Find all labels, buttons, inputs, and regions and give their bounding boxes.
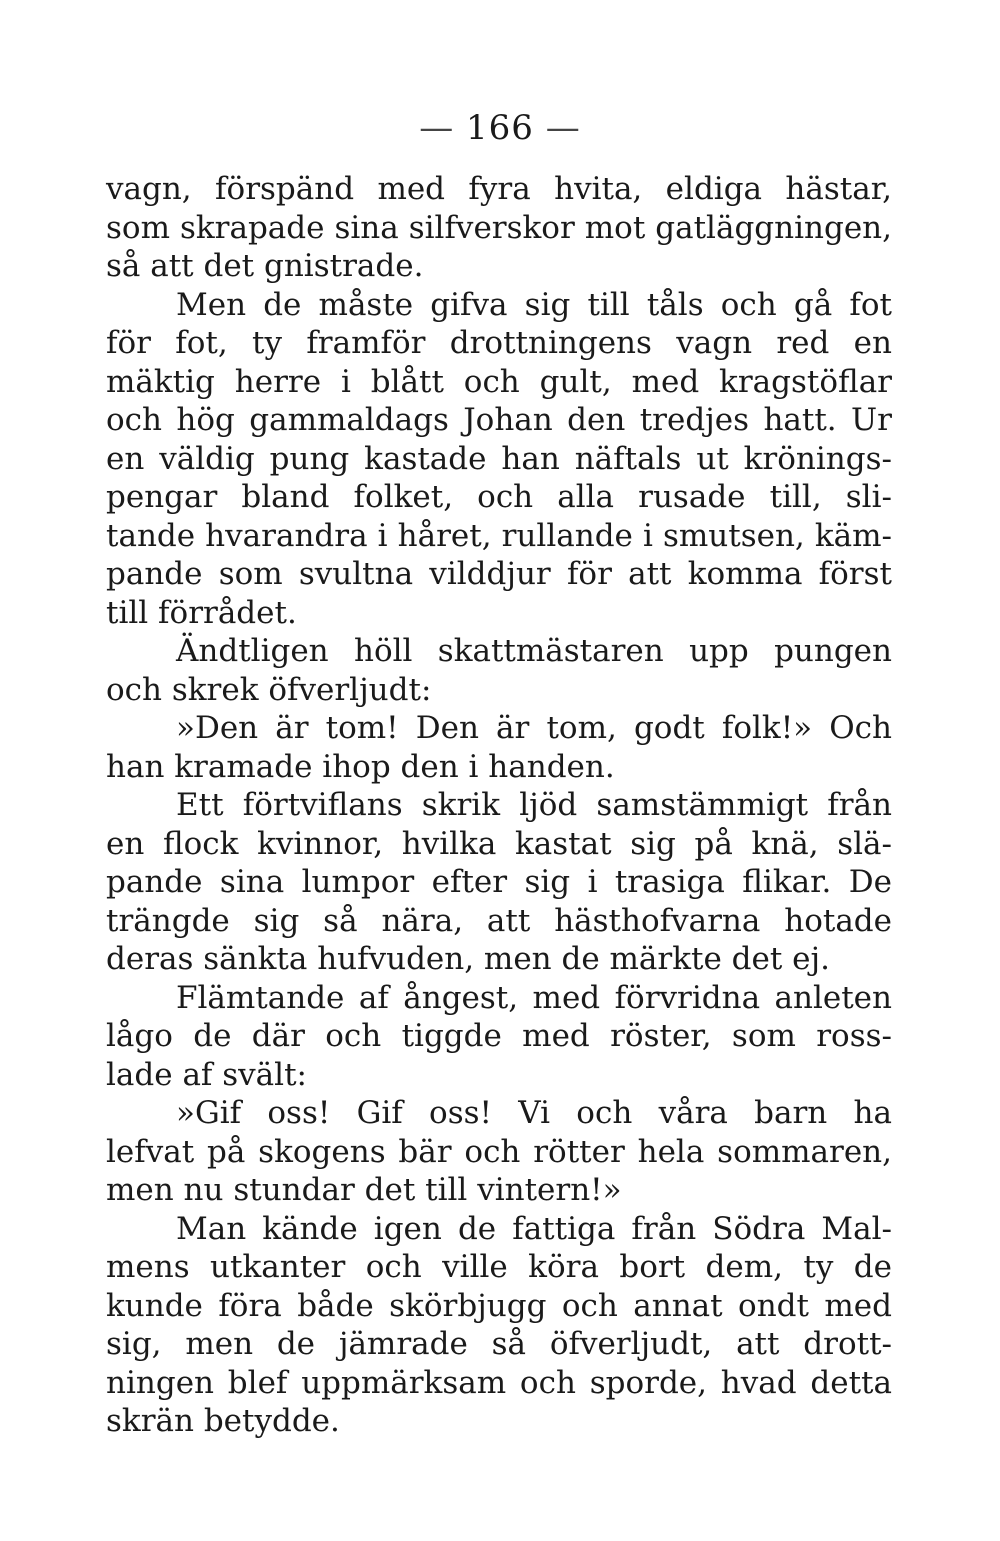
page-number: 166 <box>466 108 534 148</box>
text-line: »Den är tom! Den är tom, godt folk!» Och <box>176 710 892 746</box>
text-line: som skrapade sina silfverskor mot gatläggningen, <box>106 209 892 246</box>
text-line: Flämtande af ångest, med förvridna anleten <box>176 979 892 1016</box>
text-line: skrän betydde. <box>106 1403 340 1439</box>
text-line: pande som svultna vilddjur för att komma först <box>106 556 892 592</box>
text-line: lågo de där och tiggde med röster, som ross- <box>106 1018 892 1054</box>
text-line: ningen blef uppmärksam och sporde, hvad detta <box>106 1364 892 1401</box>
text-line: en väldig pung kastade han näftals ut krönings- <box>106 440 892 477</box>
text-line: Man kände igen de fattiga från Södra Mal- <box>176 1210 892 1247</box>
text-line: tande hvarandra i håret, rullande i smutsen, käm- <box>106 517 892 554</box>
text-line: Ett förtviflans skrik ljöd samstämmigt från <box>176 787 892 823</box>
header-dash-right: — <box>545 108 581 148</box>
page-body-text <box>106 170 892 1441</box>
text-line: trängde sig så nära, att hästhofvarna hotade <box>106 902 892 939</box>
text-line: så att det gnistrade. <box>106 248 424 284</box>
text-line: vagn, förspänd med fyra hvita, eldiga hästar, <box>106 171 892 207</box>
text-line: Ändtligen höll skattmästaren upp pungen <box>176 633 892 669</box>
text-line: en flock kvinnor, hvilka kastat sig på knä, slä- <box>106 825 892 862</box>
text-line: mäktig herre i blått och gult, med kragstöflar <box>106 363 892 400</box>
text-line: och hög gammaldags Johan den tredjes hatt. Ur <box>106 402 892 438</box>
text-line: pengar bland folket, och alla rusade till, sli- <box>106 479 892 515</box>
text-line: lade af svält: <box>106 1056 307 1093</box>
text-line: till förrådet. <box>106 594 297 631</box>
text-line: och skrek öfverljudt: <box>106 671 432 708</box>
text-line: för fot, ty framför drottningens vagn red en <box>106 325 892 361</box>
text-line: kunde föra både skörbjugg och annat ondt med <box>106 1287 892 1324</box>
text-line: pande sina lumpor efter sig i trasiga flikar. De <box>106 864 892 900</box>
text-line: han kramade ihop den i handen. <box>106 748 615 785</box>
text-line: »Gif oss! Gif oss! Vi och våra barn ha <box>176 1095 892 1131</box>
text-line: lefvat på skogens bär och rötter hela sommaren, <box>106 1133 892 1170</box>
header-dash-left: — <box>419 108 455 148</box>
page-header <box>0 108 1000 148</box>
text-line: mens utkanter och ville köra bort dem, ty de <box>106 1249 892 1285</box>
text-line: Men de måste gifva sig till tåls och gå fot <box>176 286 892 323</box>
text-line: deras sänkta hufvuden, men de märkte det ej. <box>106 941 830 977</box>
text-line: men nu stundar det till vintern!» <box>106 1172 622 1208</box>
text-line: sig, men de jämrade så öfverljudt, att drott- <box>106 1326 892 1362</box>
